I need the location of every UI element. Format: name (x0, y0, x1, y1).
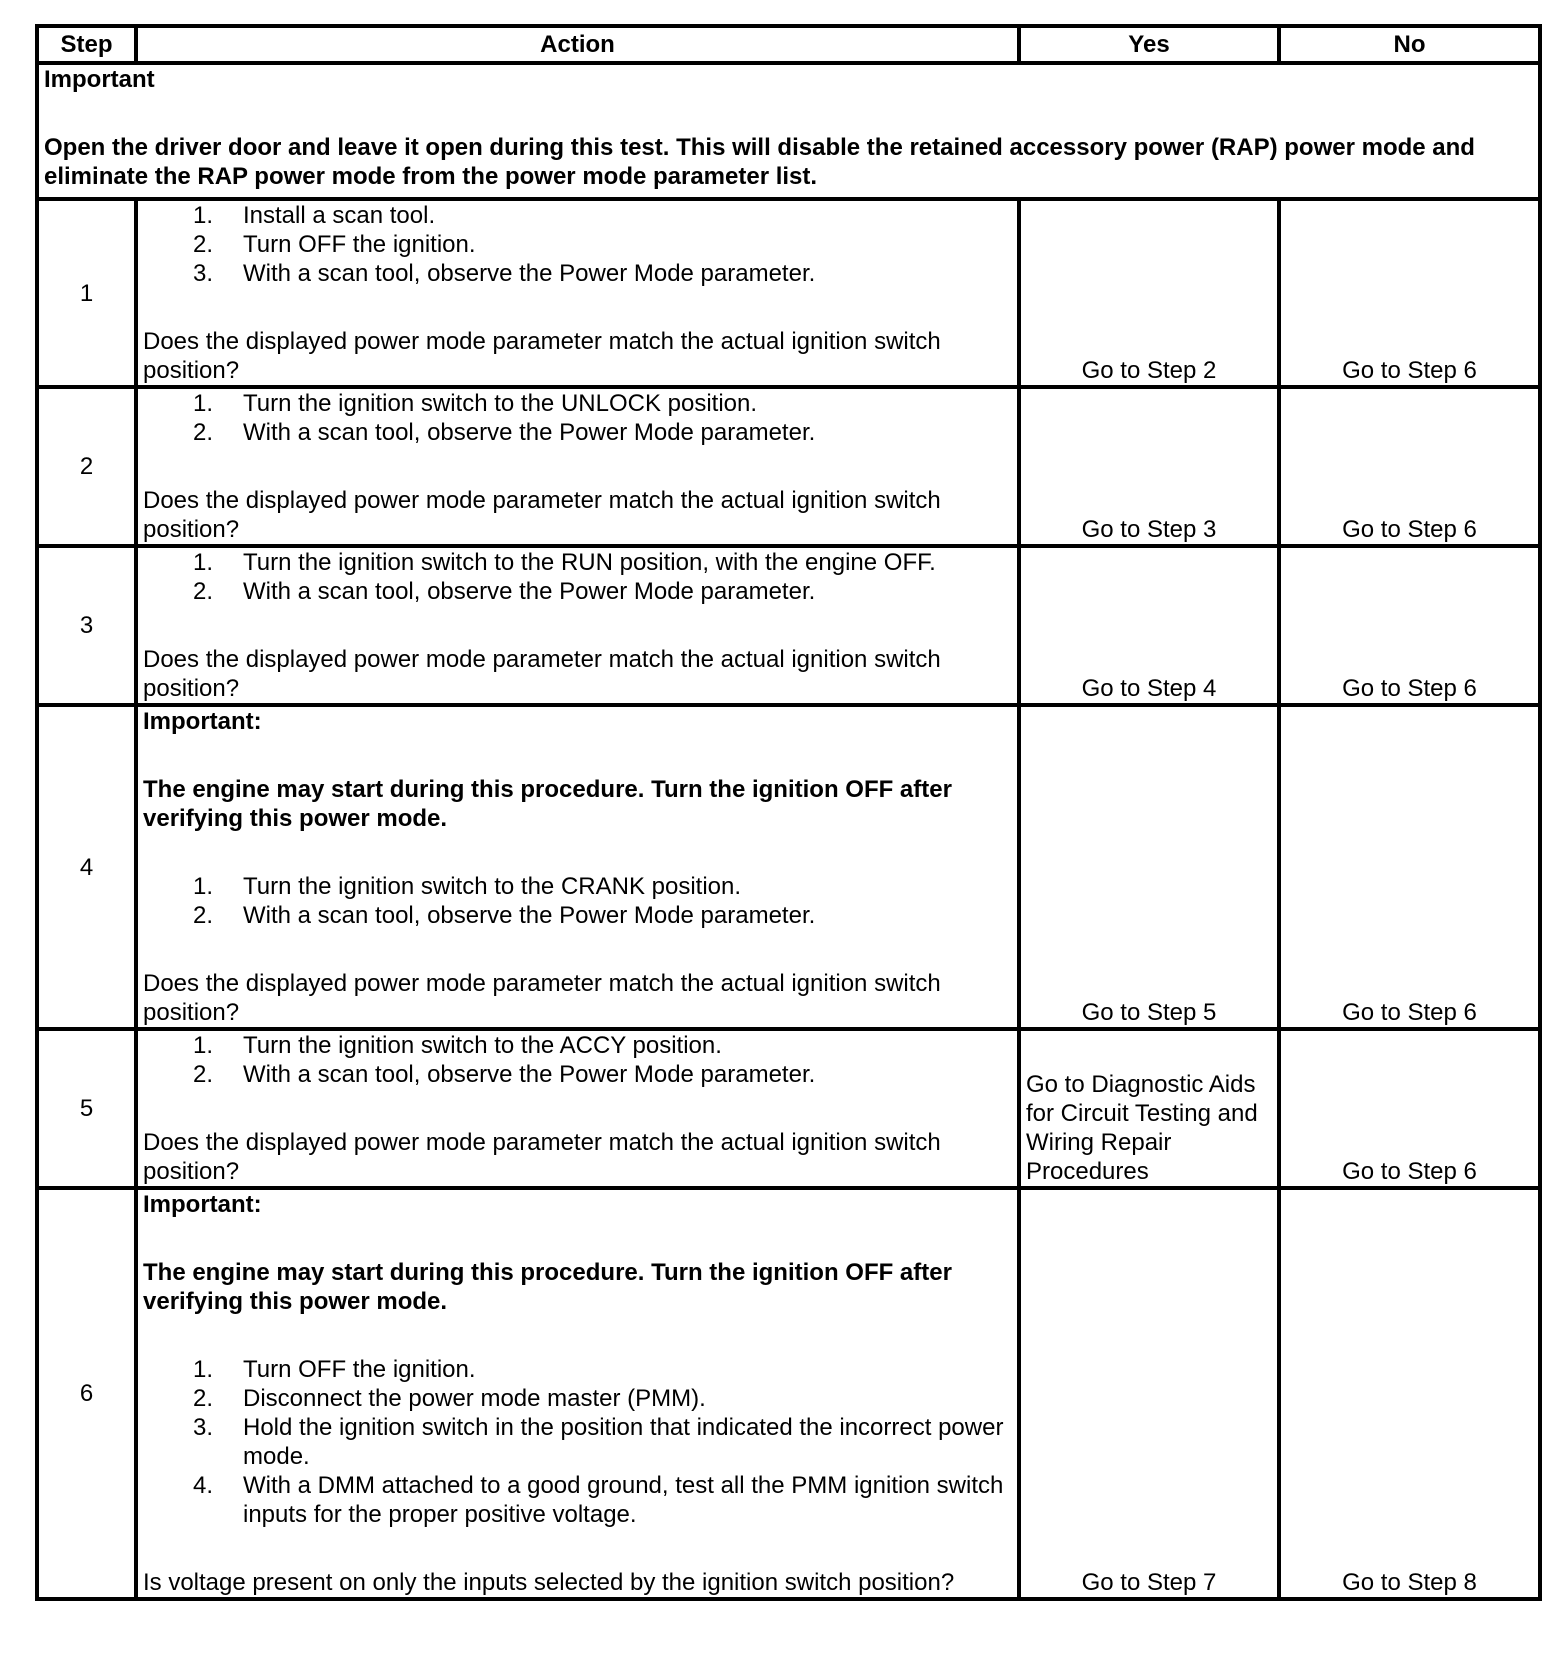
yes-result: Go to Step 4 (1019, 546, 1279, 705)
no-result: Go to Step 6 (1279, 1029, 1540, 1188)
list-item (143, 259, 1012, 288)
list-item (143, 230, 1012, 259)
yes-result: Go to Diagnostic Aids for Circuit Testing and Wiring Repair Procedures (1019, 1029, 1279, 1188)
step-row (37, 387, 1540, 546)
step-question: Does the displayed power mode parameter match the actual ignition switch position? (143, 970, 941, 1026)
list-item-number: 2. (193, 1385, 214, 1412)
no-result: Go to Step 6 (1279, 546, 1540, 705)
list-item-number: 1. (193, 390, 214, 417)
list-item (143, 1031, 1012, 1060)
yes-result: Go to Step 2 (1019, 199, 1279, 387)
list-item-number: 1. (193, 549, 214, 576)
action-list (143, 1031, 1012, 1089)
header-yes: Yes (1019, 26, 1279, 63)
list-item-number: 2. (193, 902, 214, 929)
no-result: Go to Step 8 (1279, 1188, 1540, 1599)
important-banner (37, 63, 1540, 199)
yes-result: Go to Step 7 (1019, 1188, 1279, 1599)
step-number: 5 (37, 1029, 136, 1188)
list-item-number: 3. (193, 1414, 214, 1441)
list-item-text: Turn the ignition switch to the CRANK position. (243, 873, 742, 900)
list-item (143, 548, 1012, 577)
step-action (136, 1188, 1019, 1599)
list-item-text: With a scan tool, observe the Power Mode parameter. (243, 578, 816, 605)
list-item-number: 1. (193, 1356, 214, 1383)
step-number: 2 (37, 387, 136, 546)
list-item (143, 1384, 1012, 1413)
no-result: Go to Step 6 (1279, 705, 1540, 1029)
list-item (143, 1060, 1012, 1089)
header-action: Action (136, 26, 1019, 63)
list-item-number: 2. (193, 1061, 214, 1088)
header-row (37, 26, 1540, 63)
list-item-number: 1. (193, 873, 214, 900)
step-row (37, 199, 1540, 387)
action-list (143, 201, 1012, 288)
list-item-text: With a scan tool, observe the Power Mode parameter. (243, 1061, 816, 1088)
list-item (143, 1355, 1012, 1384)
list-item (143, 201, 1012, 230)
important-text: The engine may start during this procedure. Turn the ignition OFF after verifying this power mode. (143, 1259, 952, 1315)
banner-text: Open the driver door and leave it open during this test. This will disable the retained accessory power (RAP) power mode and eliminate the RAP power mode from the power mode parameter list. (44, 134, 1475, 190)
step-action (136, 199, 1019, 387)
no-result: Go to Step 6 (1279, 199, 1540, 387)
header-no: No (1279, 26, 1540, 63)
important-text: The engine may start during this procedure. Turn the ignition OFF after verifying this power mode. (143, 776, 952, 832)
list-item-text: Hold the ignition switch in the position that indicated the incorrect power mode. (243, 1414, 1004, 1470)
list-item-text: With a DMM attached to a good ground, test all the PMM ignition switch inputs for the proper positive voltage. (243, 1472, 1004, 1528)
step-row (37, 1029, 1540, 1188)
step-action (136, 387, 1019, 546)
list-item-text: Disconnect the power mode master (PMM). (243, 1385, 706, 1412)
list-item-number: 3. (193, 260, 214, 287)
important-title: Important: (143, 1191, 262, 1218)
step-question: Does the displayed power mode parameter match the actual ignition switch position? (143, 1129, 941, 1185)
list-item-number: 1. (193, 1032, 214, 1059)
step-action (136, 705, 1019, 1029)
action-list (143, 1355, 1012, 1529)
list-item-number: 2. (193, 419, 214, 446)
action-list (143, 389, 1012, 447)
list-item-text: Turn the ignition switch to the UNLOCK position. (243, 390, 758, 417)
list-item (143, 577, 1012, 606)
list-item-number: 2. (193, 231, 214, 258)
step-question: Does the displayed power mode parameter match the actual ignition switch position? (143, 328, 941, 384)
action-list (143, 872, 1012, 930)
list-item-text: Turn the ignition switch to the ACCY position. (243, 1032, 722, 1059)
list-item-text: With a scan tool, observe the Power Mode parameter. (243, 260, 816, 287)
list-item-text: Install a scan tool. (243, 202, 436, 229)
step-action (136, 1029, 1019, 1188)
list-item-text: Turn OFF the ignition. (243, 1356, 476, 1383)
diagnostic-table (35, 24, 1542, 1601)
step-question: Does the displayed power mode parameter match the actual ignition switch position? (143, 487, 941, 543)
step-row (37, 1188, 1540, 1599)
action-list (143, 548, 1012, 606)
step-row (37, 546, 1540, 705)
list-item (143, 1471, 1012, 1529)
list-item-number: 2. (193, 578, 214, 605)
list-item-text: With a scan tool, observe the Power Mode parameter. (243, 419, 816, 446)
banner-title: Important (44, 66, 155, 93)
no-result: Go to Step 6 (1279, 387, 1540, 546)
list-item-number: 4. (193, 1472, 214, 1499)
banner-row (37, 63, 1540, 199)
list-item-text: Turn the ignition switch to the RUN position, with the engine OFF. (243, 549, 936, 576)
list-item (143, 901, 1012, 930)
header-step: Step (37, 26, 136, 63)
list-item (143, 872, 1012, 901)
step-number: 3 (37, 546, 136, 705)
step-action (136, 546, 1019, 705)
yes-result: Go to Step 3 (1019, 387, 1279, 546)
list-item-number: 1. (193, 202, 214, 229)
step-number: 4 (37, 705, 136, 1029)
steps-body (37, 199, 1540, 1599)
step-number: 1 (37, 199, 136, 387)
list-item-text: Turn OFF the ignition. (243, 231, 476, 258)
list-item (143, 418, 1012, 447)
list-item (143, 389, 1012, 418)
important-title: Important: (143, 708, 262, 735)
step-question: Is voltage present on only the inputs selected by the ignition switch position? (143, 1569, 955, 1596)
step-row (37, 705, 1540, 1029)
list-item (143, 1413, 1012, 1471)
step-question: Does the displayed power mode parameter match the actual ignition switch position? (143, 646, 941, 702)
yes-result: Go to Step 5 (1019, 705, 1279, 1029)
list-item-text: With a scan tool, observe the Power Mode parameter. (243, 902, 816, 929)
step-number: 6 (37, 1188, 136, 1599)
